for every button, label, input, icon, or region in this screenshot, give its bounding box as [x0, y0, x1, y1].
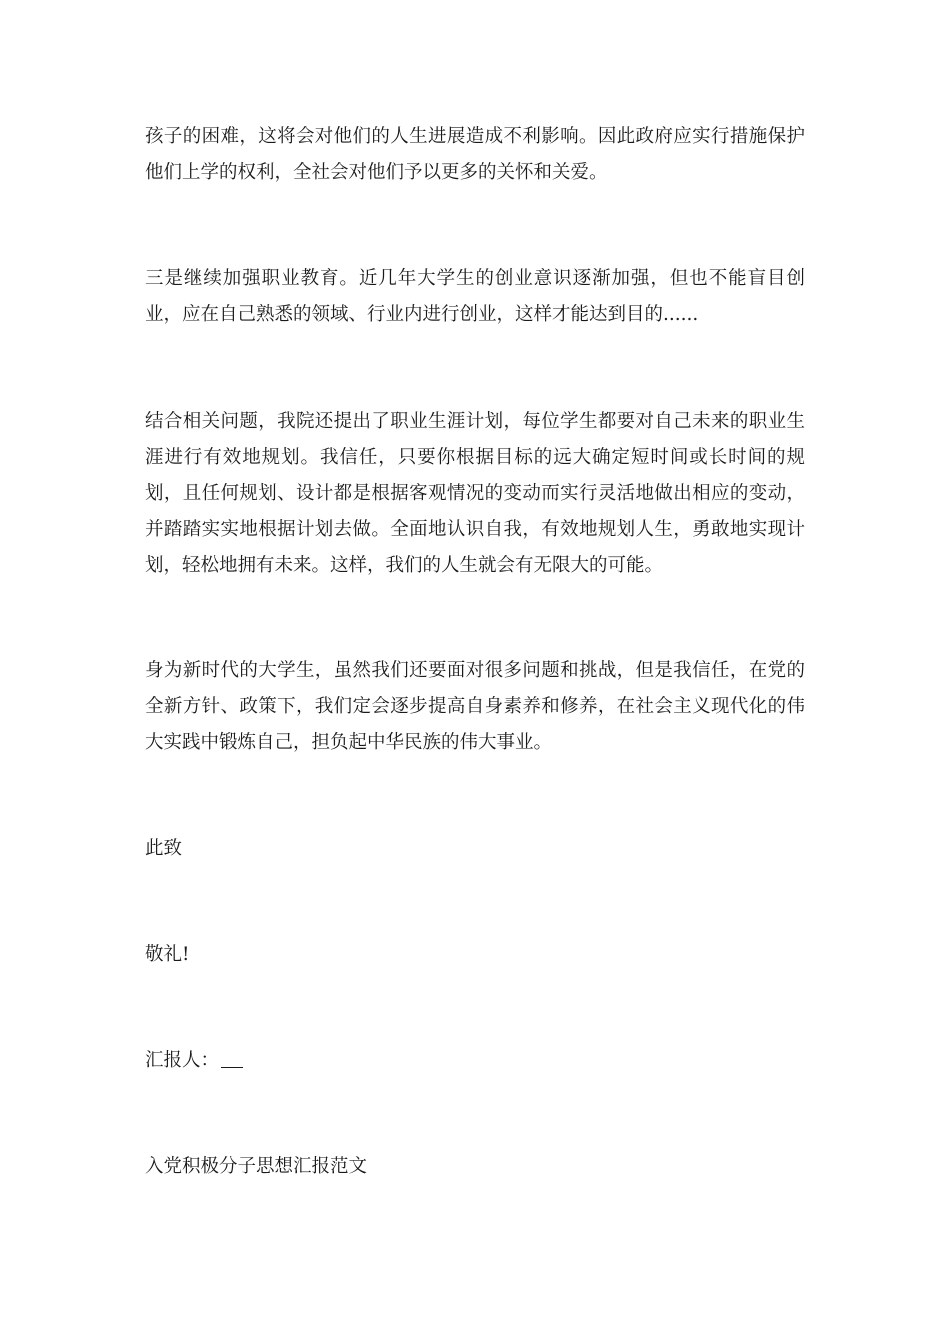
paragraph-2: 三是继续加强职业教育。近几年大学生的创业意识逐渐加强，但也不能盲目创业，应在自己熟悉的领域、行业内进行创业，这样才能达到目的......: [145, 268, 805, 325]
reporter-label: 汇报人：: [145, 1050, 220, 1071]
paragraph-3: 结合相关问题，我院还提出了职业生涯计划，每位学生都要对自己未来的职业生涯进行有效地规划。我信任，只要你根据目标的远大确定短时间或长时间的规划，且任何规划、设计都是根据客观情况的变动而实行灵活地做出相应的变动，并踏踏实实地根据计划去做。全面地认识自我，有效地规划人生，勇敢地实现计划，轻松地拥有未来。这样，我们的人生就会有无限大的可能。: [145, 411, 805, 576]
next-title: 入党积极分子思想汇报范文: [145, 1156, 368, 1177]
salute-text: 敬礼!: [145, 944, 190, 965]
reporter-line: [145, 1043, 243, 1079]
paragraph-4: 身为新时代的大学生，虽然我们还要面对很多问题和挑战，但是我信任，在党的全新方针、政策下，我们定会逐步提高自身素养和修养，在社会主义现代化的伟大实践中锻炼自己，担负起中华民族的伟大事业。: [145, 660, 805, 753]
paragraph-1: 孩子的困难，这将会对他们的人生进展造成不利影响。因此政府应实行措施保护他们上学的权利，全社会对他们予以更多的关怀和关爱。: [145, 126, 805, 183]
reporter-blank: [221, 1066, 243, 1068]
closing-text: 此致: [145, 838, 183, 859]
